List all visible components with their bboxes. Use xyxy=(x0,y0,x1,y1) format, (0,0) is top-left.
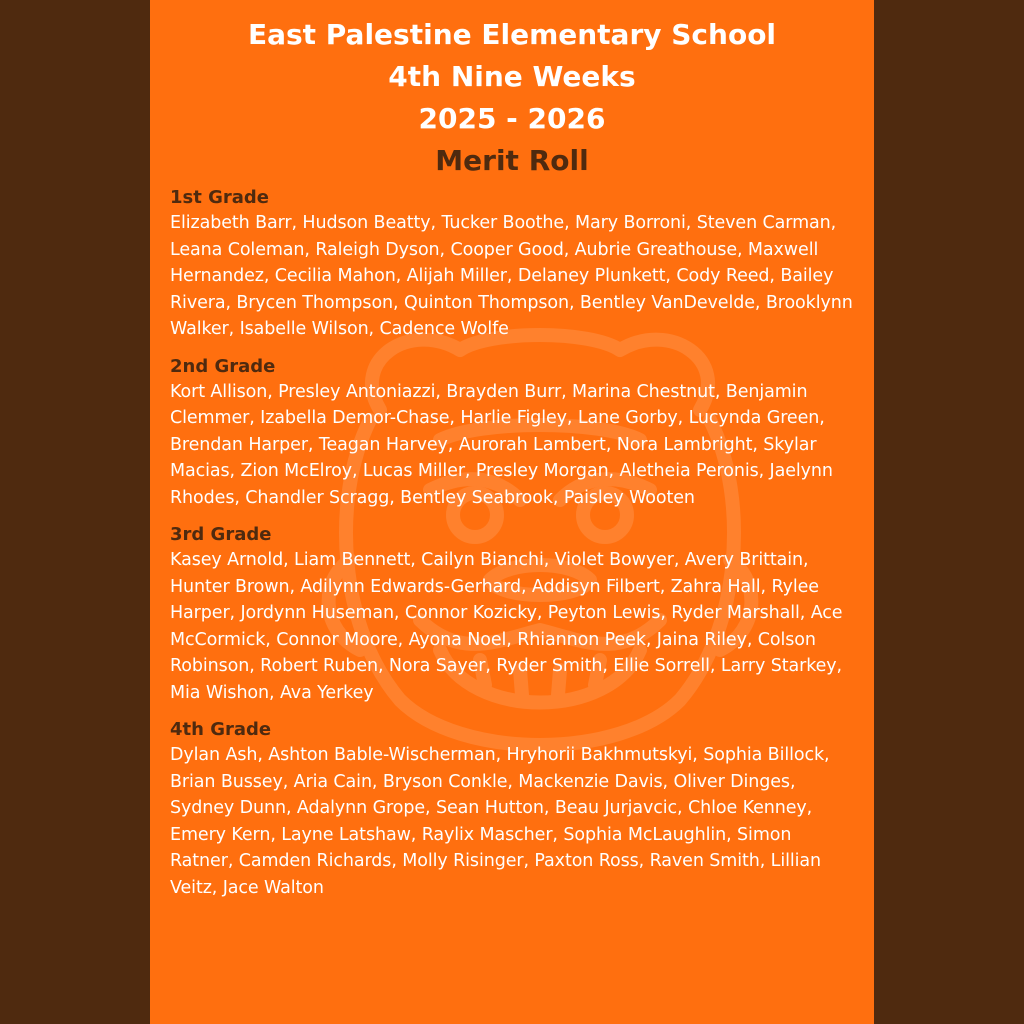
grade-section-2nd xyxy=(170,355,854,512)
student-names: Kort Allison, Presley Antoniazzi, Brayden Burr, Marina Chestnut, Benjamin Clemmer, Izabella Demor-Chase, Harlie Figley, Lane Gorby, Lucynda Green, Brendan Harper, Teagan Harvey, Aurorah Lambert, Nora Lambright, Skylar Macias, Zion McElroy, Lucas Miller, Presley Morgan, Aletheia Peronis, Jaelynn Rhodes, Chandler Scragg, Bentley Seabrook, Paisley Wooten xyxy=(170,381,833,508)
page-title: Merit Roll xyxy=(435,144,589,177)
student-names: Kasey Arnold, Liam Bennett, Cailyn Bianchi, Violet Bowyer, Avery Brittain, Hunter Brown, Adilynn Edwards-Gerhard, Addisyn Filbert, Zahra Hall, Rylee Harper, Jordynn Huseman, Connor Kozicky, Peyton Lewis, Ryder Marshall, Ace McCormick, Connor Moore, Ayona Noel, Rhiannon Peek, Jaina Riley, Colson Robinson, Robert Ruben, Nora Sayer, Ryder Smith, Ellie Sorrell, Larry Starkey, Mia Wishon, Ava Yerkey xyxy=(170,550,843,703)
grade-section-3rd xyxy=(170,523,854,706)
school-name: East Palestine Elementary School xyxy=(247,18,777,51)
right-border xyxy=(874,0,1024,1024)
grade-title: 1st Grade xyxy=(170,187,269,208)
header xyxy=(150,0,874,182)
grades-list xyxy=(150,182,874,901)
grade-title: 4th Grade xyxy=(170,719,272,740)
grade-title: 3rd Grade xyxy=(170,524,272,545)
merit-roll-panel xyxy=(150,0,874,1024)
student-names: Dylan Ash, Ashton Bable-Wischerman, Hryhorii Bakhmutskyi, Sophia Billock, Brian Bussey, Aria Cain, Bryson Conkle, Mackenzie Davis, Oliver Dinges, Sydney Dunn, Adalynn Grope, Sean Hutton, Beau Jurjavcic, Chloe Kenney, Emery Kern, Layne Latshaw, Raylix Mascher, Sophia McLaughlin, Simon Ratner, Camden Richards, Molly Risinger, Paxton Ross, Raven Smith, Lillian Veitz, Jace Walton xyxy=(170,745,830,898)
school-year: 2025 - 2026 xyxy=(418,102,606,135)
left-border xyxy=(0,0,150,1024)
grade-section-4th xyxy=(170,718,854,901)
grade-title: 2nd Grade xyxy=(170,355,276,377)
student-names: Elizabeth Barr, Hudson Beatty, Tucker Boothe, Mary Borroni, Steven Carman, Leana Coleman, Raleigh Dyson, Cooper Good, Aubrie Greathouse, Maxwell Hernandez, Cecilia Mahon, Alijah Miller, Delaney Plunkett, Cody Reed, Bailey Rivera, Brycen Thompson, Quinton Thompson, Bentley VanDevelde, Brooklynn Walker, Isabelle Wilson, Cadence Wolfe xyxy=(170,213,853,339)
grade-section-1st xyxy=(170,186,854,343)
grading-period: 4th Nine Weeks xyxy=(388,60,636,93)
